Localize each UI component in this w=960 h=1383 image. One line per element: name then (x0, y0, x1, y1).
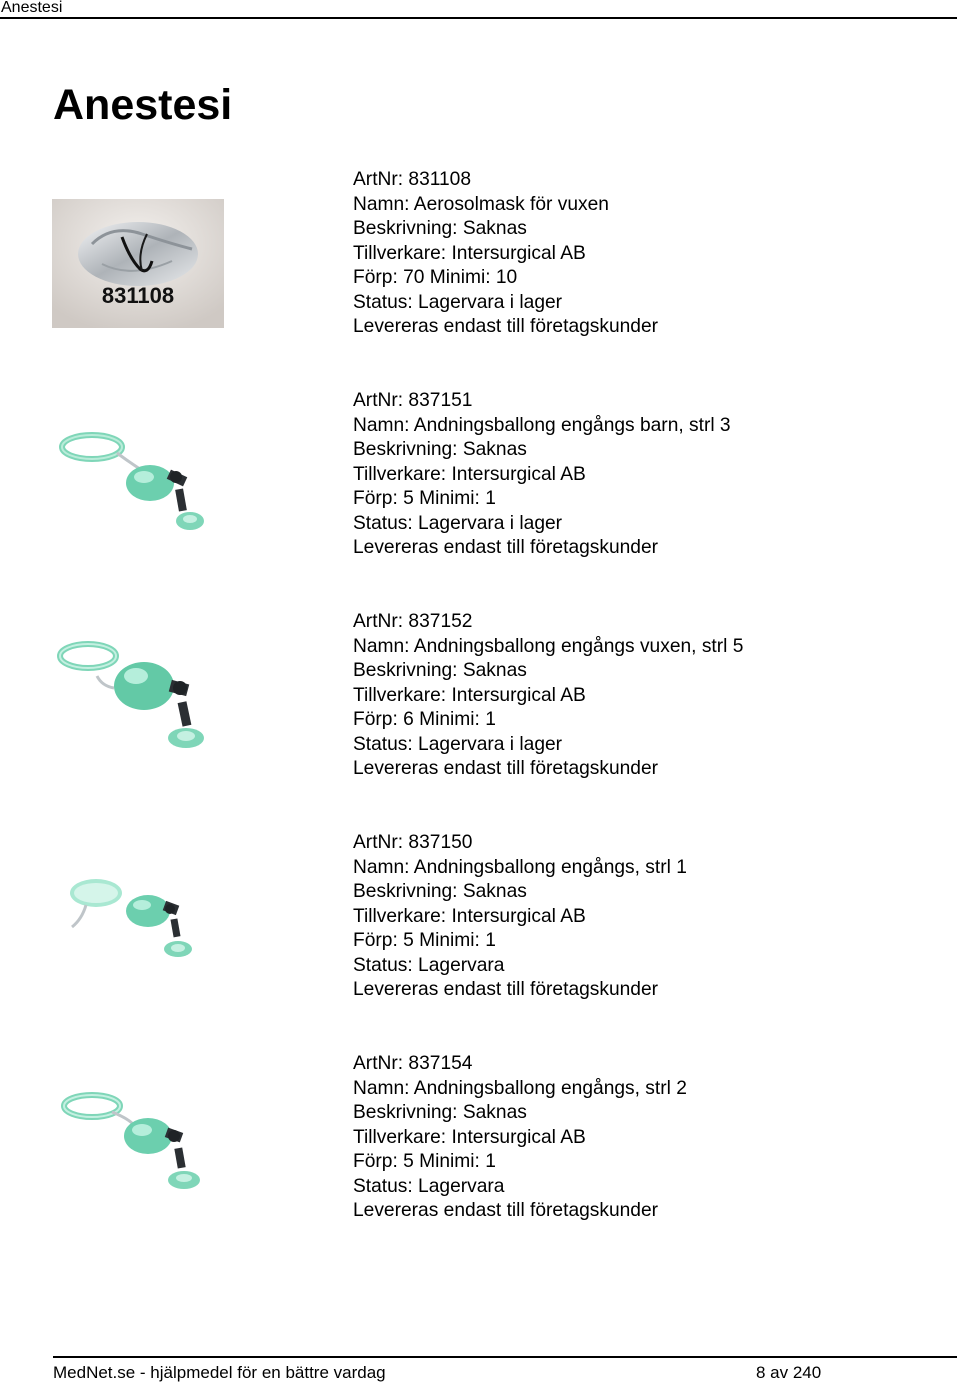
product-leverans: Levereras endast till företagskunder (353, 1200, 659, 1221)
product-entry (0, 1052, 960, 1252)
product-image-breathing-bag (52, 1076, 226, 1210)
product-artnr: ArtNr: 837154 (353, 1053, 473, 1074)
product-artnr: ArtNr: 831108 (353, 169, 472, 190)
product-info (353, 1052, 687, 1224)
product-info (353, 389, 731, 561)
product-leverans: Levereras endast till företagskunder (353, 979, 659, 1000)
product-status: Status: Lagervara i lager (353, 291, 563, 313)
product-status: Status: Lagervara i lager (353, 512, 563, 534)
product-artnr: ArtNr: 837150 (353, 832, 473, 853)
product-info (353, 610, 743, 782)
footer-page-number: 8 av 240 (756, 1363, 822, 1382)
product-tillverkare: Tillverkare: Intersurgical AB (353, 242, 586, 264)
page-footer (53, 1356, 957, 1383)
product-namn: Namn: Andningsballong engångs, strl 1 (353, 856, 687, 878)
running-header (0, 0, 957, 19)
product-namn: Namn: Aerosolmask för vuxen (353, 193, 609, 215)
product-forp: Förp: 6 Minimi: 1 (353, 709, 496, 730)
product-namn: Namn: Andningsballong engångs barn, strl 3 (353, 414, 731, 436)
product-forp: Förp: 70 Minimi: 10 (353, 267, 518, 288)
product-beskrivning: Beskrivning: Saknas (353, 1102, 527, 1123)
product-beskrivning: Beskrivning: Saknas (353, 218, 527, 239)
product-namn: Namn: Andningsballong engångs vuxen, strl 5 (353, 635, 744, 657)
running-header-title: Anestesi (1, 0, 63, 16)
product-leverans: Levereras endast till företagskunder (353, 537, 659, 558)
product-entry (0, 389, 960, 589)
product-info (353, 831, 687, 1003)
product-image-breathing-bag (52, 626, 226, 760)
product-beskrivning: Beskrivning: Saknas (353, 439, 527, 460)
product-status: Status: Lagervara (353, 954, 505, 976)
product-status: Status: Lagervara i lager (353, 733, 563, 755)
product-leverans: Levereras endast till företagskunder (353, 758, 659, 779)
product-status: Status: Lagervara (353, 1175, 505, 1197)
product-artnr: ArtNr: 837151 (353, 390, 473, 411)
product-beskrivning: Beskrivning: Saknas (353, 881, 527, 902)
product-artnr: ArtNr: 837152 (353, 611, 473, 632)
product-image-breathing-bag (52, 409, 226, 543)
product-info (353, 168, 658, 340)
product-entry (0, 831, 960, 1031)
product-image-breathing-bag (52, 853, 226, 987)
product-namn: Namn: Andningsballong engångs, strl 2 (353, 1077, 687, 1099)
product-image-label: 831108 (101, 283, 175, 308)
product-tillverkare: Tillverkare: Intersurgical AB (353, 1126, 586, 1148)
product-entry (0, 610, 960, 810)
product-beskrivning: Beskrivning: Saknas (353, 660, 527, 681)
product-tillverkare: Tillverkare: Intersurgical AB (353, 684, 586, 706)
product-entry (0, 168, 960, 368)
product-leverans: Levereras endast till företagskunder (353, 316, 659, 337)
page-title: Anestesi (53, 81, 233, 129)
product-forp: Förp: 5 Minimi: 1 (353, 1151, 496, 1172)
product-forp: Förp: 5 Minimi: 1 (353, 930, 496, 951)
product-image-aerosol-mask (52, 199, 224, 328)
product-tillverkare: Tillverkare: Intersurgical AB (353, 463, 586, 485)
product-tillverkare: Tillverkare: Intersurgical AB (353, 905, 586, 927)
footer-site-text: MedNet.se - hjälpmedel för en bättre vardag (53, 1363, 386, 1382)
product-forp: Förp: 5 Minimi: 1 (353, 488, 496, 509)
